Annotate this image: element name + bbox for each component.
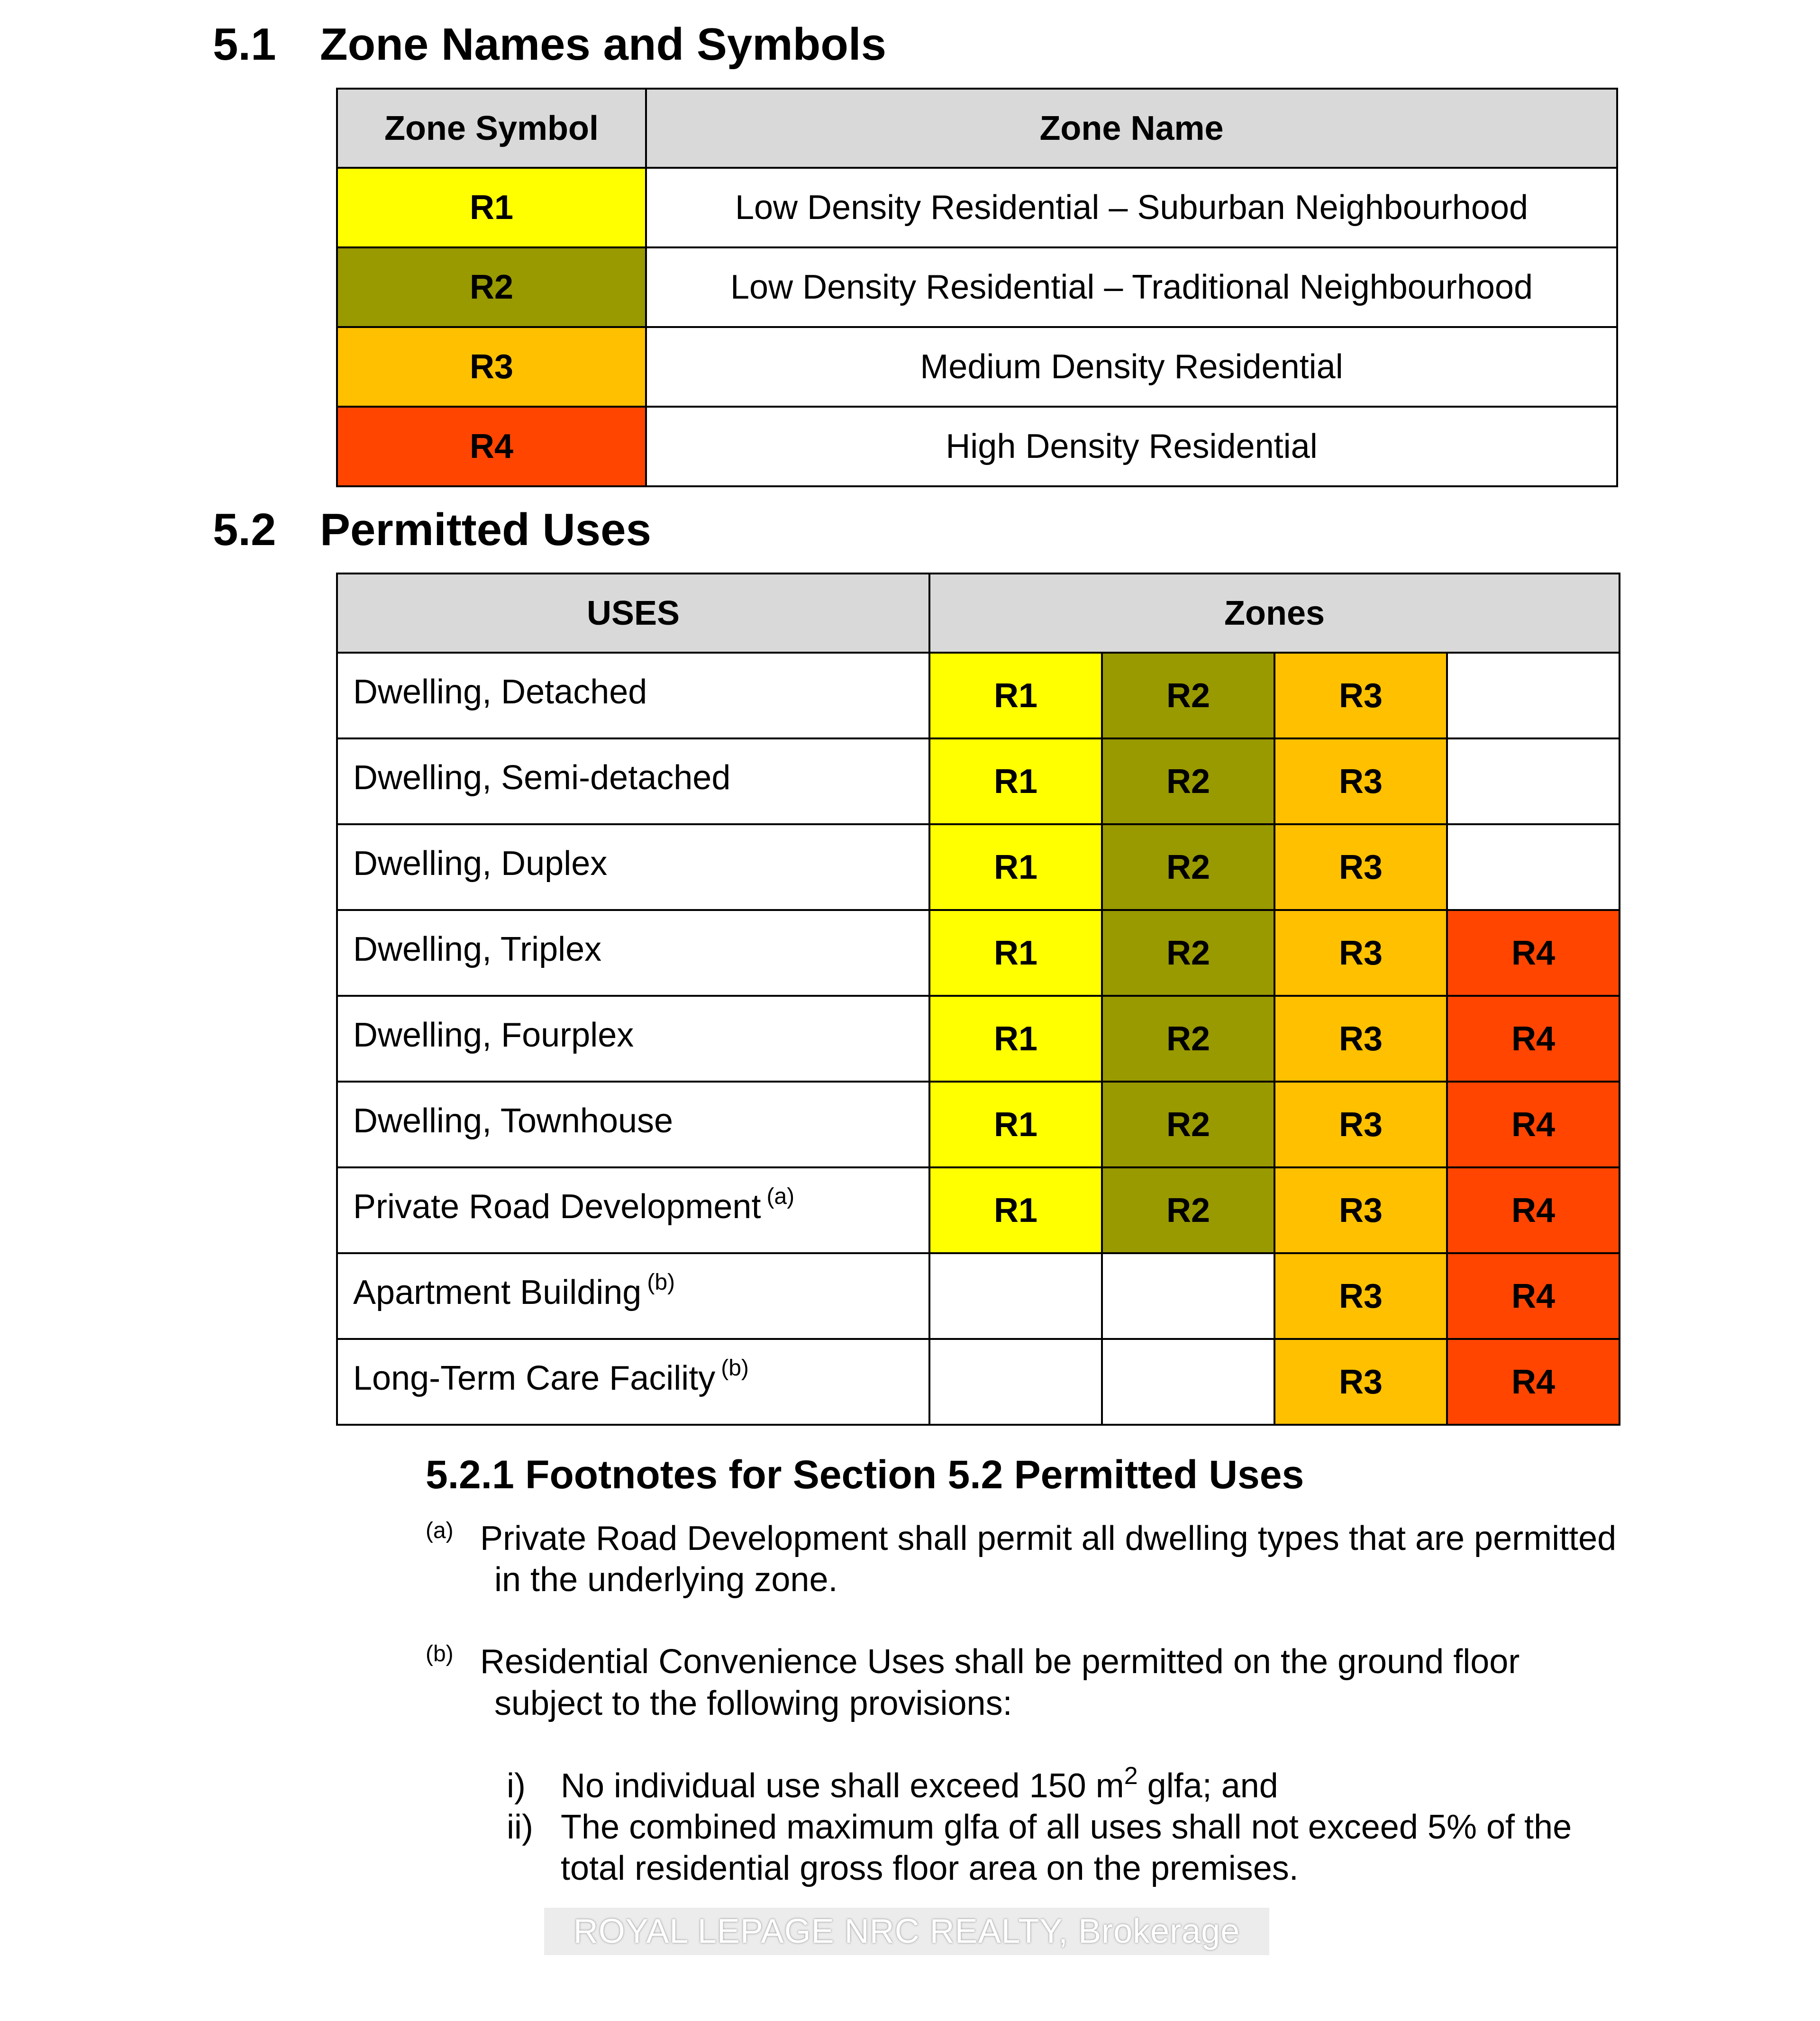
use-label: Private Road Development [353, 1188, 761, 1226]
use-cell [337, 910, 929, 996]
zone-name-cell: High Density Residential [646, 407, 1617, 486]
zone-cell: R3 [1274, 996, 1447, 1082]
zone-cell: R4 [1447, 1253, 1620, 1339]
zone-symbol-cell: R3 [337, 327, 646, 407]
table-row [337, 996, 1620, 1082]
zone-names-table [336, 88, 1618, 487]
use-label: Dwelling, Semi-detached [353, 759, 731, 797]
zone-cell: R3 [1274, 824, 1447, 910]
zone-cell: R1 [929, 824, 1102, 910]
use-cell [337, 1167, 929, 1253]
table-row [337, 1167, 1620, 1253]
zone-cell: R3 [1274, 1082, 1447, 1167]
footnote-reference: (a) [766, 1184, 795, 1209]
footnote-b-line2: subject to the following provisions: [494, 1684, 1012, 1722]
table-row [337, 910, 1620, 996]
zone-cell: R2 [1102, 910, 1274, 996]
use-label: Dwelling, Fourplex [353, 1016, 634, 1054]
footnote-b-item-i-text [561, 1762, 1278, 1810]
footnote-b-item-ii-line1: The combined maximum glfa of all uses shall not exceed 5% of the [561, 1808, 1572, 1846]
use-label: Apartment Building [353, 1274, 642, 1311]
zone-cell: R1 [929, 1082, 1102, 1167]
footnote-reference: (b) [721, 1356, 749, 1381]
zone-symbol-cell: R4 [337, 407, 646, 486]
zone-name-cell: Low Density Residential – Suburban Neighbourhood [646, 168, 1617, 247]
footnote-b-item-ii-num: ii) [507, 1808, 533, 1846]
section-5-1-heading [213, 19, 886, 70]
use-cell [337, 1339, 929, 1425]
use-cell [337, 738, 929, 824]
header-zone-symbol: Zone Symbol [337, 89, 646, 168]
zone-cell: R1 [929, 738, 1102, 824]
zone-cell [929, 1253, 1102, 1339]
zone-cell: R3 [1274, 1339, 1447, 1425]
zone-cell [1447, 738, 1620, 824]
zone-cell: R1 [929, 996, 1102, 1082]
zone-name-cell: Low Density Residential – Traditional Neighbourhood [646, 247, 1617, 327]
use-label: Dwelling, Duplex [353, 845, 608, 883]
zone-cell [929, 1339, 1102, 1425]
zone-cell: R2 [1102, 1082, 1274, 1167]
zone-cell: R4 [1447, 1167, 1620, 1253]
use-cell [337, 824, 929, 910]
zone-name-cell: Medium Density Residential [646, 327, 1617, 407]
table-row [337, 653, 1620, 738]
zone-cell: R2 [1102, 653, 1274, 738]
section-title: Permitted Uses [320, 504, 651, 555]
table-row [337, 407, 1617, 486]
superscript: 2 [1124, 1762, 1138, 1790]
footnote-reference: (b) [647, 1270, 675, 1295]
zone-cell: R1 [929, 653, 1102, 738]
zone-cell [1447, 824, 1620, 910]
footnote-b-item-ii-line2: total residential gross floor area on the premises. [561, 1849, 1299, 1887]
footnote-a-line1: Private Road Development shall permit all dwelling types that are permitted [480, 1520, 1617, 1557]
section-title: Zone Names and Symbols [320, 19, 886, 70]
brokerage-watermark: ROYAL LEPAGE NRC REALTY, Brokerage [544, 1908, 1269, 1955]
table-row [337, 738, 1620, 824]
section-number: 5.1 [213, 19, 276, 70]
footnote-b-mark: (b) [426, 1641, 454, 1666]
zone-cell: R4 [1447, 910, 1620, 996]
permitted-uses-table [336, 573, 1620, 1426]
zone-cell: R3 [1274, 738, 1447, 824]
zone-cell: R2 [1102, 824, 1274, 910]
use-cell [337, 1253, 929, 1339]
table-row [337, 327, 1617, 407]
use-label: Dwelling, Townhouse [353, 1102, 673, 1140]
zone-cell: R4 [1447, 1082, 1620, 1167]
use-cell [337, 653, 929, 738]
zone-symbol-cell: R1 [337, 168, 646, 247]
table-row [337, 1339, 1620, 1425]
footnote-a-mark: (a) [426, 1518, 454, 1543]
header-zones: Zones [929, 574, 1620, 653]
header-uses: USES [337, 574, 929, 653]
table-row [337, 1253, 1620, 1339]
use-label: Dwelling, Triplex [353, 930, 602, 968]
table-row [337, 824, 1620, 910]
footnote-a-line2: in the underlying zone. [494, 1561, 838, 1599]
footnote-b-item-i-num: i) [507, 1767, 526, 1805]
table-header-row [337, 574, 1620, 653]
zone-cell: R2 [1102, 1167, 1274, 1253]
zone-cell: R3 [1274, 653, 1447, 738]
use-cell [337, 996, 929, 1082]
use-label: Long-Term Care Facility [353, 1359, 716, 1397]
table-header-row [337, 89, 1617, 168]
item-text: No individual use shall exceed 150 m [561, 1767, 1124, 1805]
zone-cell: R1 [929, 1167, 1102, 1253]
zone-cell: R4 [1447, 996, 1620, 1082]
zone-cell [1102, 1339, 1274, 1425]
footnotes-heading: 5.2.1 Footnotes for Section 5.2 Permitted Uses [426, 1452, 1304, 1497]
table-row [337, 1082, 1620, 1167]
header-zone-name: Zone Name [646, 89, 1617, 168]
zone-cell: R3 [1274, 910, 1447, 996]
zone-cell: R2 [1102, 738, 1274, 824]
zone-cell: R1 [929, 910, 1102, 996]
zone-symbol-cell: R2 [337, 247, 646, 327]
footnote-b-line1: Residential Convenience Uses shall be permitted on the ground floor [480, 1643, 1520, 1681]
use-cell [337, 1082, 929, 1167]
section-5-2-heading [213, 504, 651, 555]
zone-cell [1102, 1253, 1274, 1339]
use-label: Dwelling, Detached [353, 673, 647, 711]
table-row [337, 247, 1617, 327]
zone-cell: R4 [1447, 1339, 1620, 1425]
zone-cell: R3 [1274, 1167, 1447, 1253]
zone-cell [1447, 653, 1620, 738]
item-text: glfa; and [1138, 1767, 1278, 1805]
zone-cell: R2 [1102, 996, 1274, 1082]
table-row [337, 168, 1617, 247]
section-number: 5.2 [213, 504, 276, 555]
zone-cell: R3 [1274, 1253, 1447, 1339]
